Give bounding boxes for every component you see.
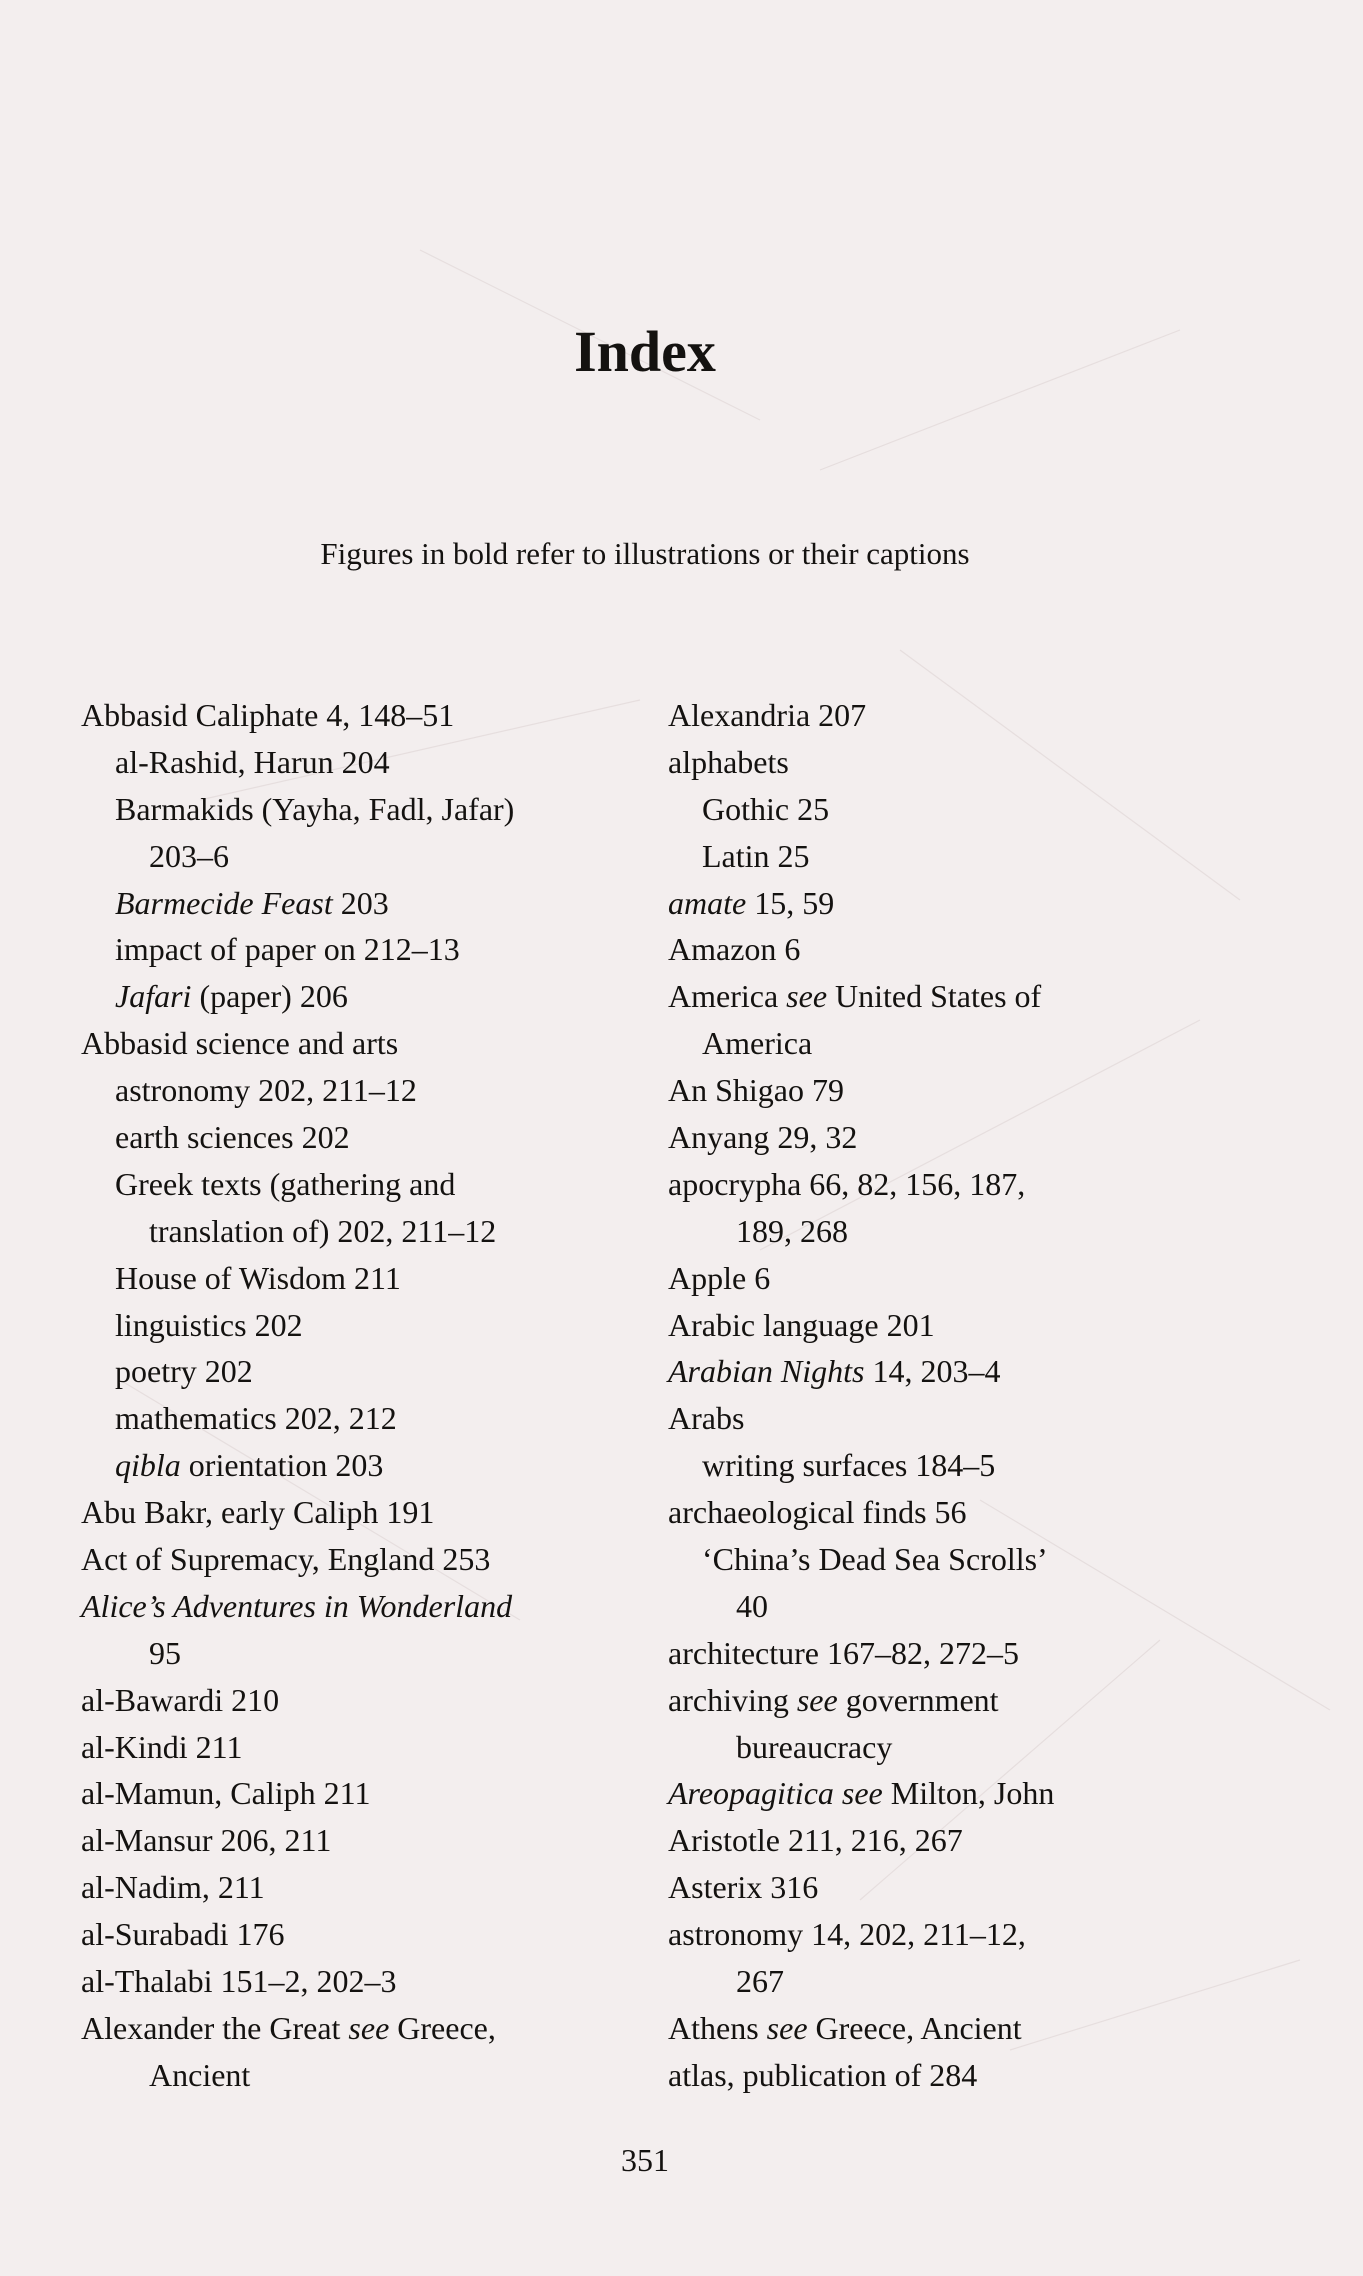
index-entry	[668, 1067, 1248, 1114]
index-entry	[81, 1489, 646, 1536]
index-entry	[81, 1724, 646, 1771]
entry-text: archaeological finds 56	[668, 1494, 967, 1531]
index-subentry	[668, 1583, 1248, 1630]
italic-text: Barmecide Feast	[115, 884, 333, 921]
entry-text: America	[702, 1025, 813, 1062]
entry-text: translation of) 202, 211–12	[149, 1212, 497, 1249]
index-note: Figures in bold refer to illustrations or their captions	[320, 536, 970, 571]
index-entry	[668, 926, 1248, 973]
italic-text: Arabian Nights	[668, 1353, 865, 1390]
entry-text: Alexander the Great	[81, 2009, 349, 2046]
index-subentry	[81, 880, 646, 927]
index-subentry	[81, 1348, 646, 1395]
entry-text: Asterix 316	[668, 1869, 819, 1906]
index-entry	[668, 2052, 1248, 2099]
index-subentry	[81, 1302, 646, 1349]
italic-text: see	[766, 2009, 808, 2046]
entry-text: mathematics 202, 212	[115, 1400, 397, 1437]
italic-text: see	[348, 2009, 390, 2046]
index-subentry	[81, 1395, 646, 1442]
entry-text: al-Mansur 206, 211	[81, 1822, 332, 1859]
index-subentry	[81, 1067, 646, 1114]
index-entry	[668, 1864, 1248, 1911]
entry-text: architecture 167–82, 272–5	[668, 1634, 1019, 1671]
index-subentry	[668, 786, 1248, 833]
entry-text: An Shigao 79	[668, 1072, 844, 1109]
entry-text: Alexandria 207	[668, 697, 867, 733]
italic-text: qibla	[115, 1447, 181, 1484]
index-subentry	[81, 1255, 646, 1302]
entry-text: alphabets	[668, 743, 789, 780]
index-subentry	[81, 1630, 646, 1677]
entry-text: Greece, Ancient	[807, 2009, 1022, 2046]
index-entry	[81, 1770, 646, 1817]
entry-text: writing surfaces 184–5	[702, 1447, 996, 1484]
entry-text: apocrypha 66, 82, 156, 187,	[668, 1165, 1026, 1202]
index-entry	[668, 1348, 1248, 1395]
entry-text: astronomy 202, 211–12	[115, 1072, 417, 1109]
index-entry	[668, 1630, 1248, 1677]
entry-text: 15, 59	[746, 884, 835, 921]
index-entry	[668, 692, 1248, 739]
index-subentry	[81, 1161, 646, 1208]
entry-text: Aristotle 211, 216, 267	[668, 1822, 963, 1859]
index-entry	[81, 692, 646, 739]
index-subentry	[81, 2052, 646, 2099]
entry-text: government	[837, 1681, 999, 1718]
entry-text: al-Nadim, 211	[81, 1869, 265, 1906]
entry-text: Latin 25	[702, 837, 810, 874]
index-entry	[668, 1114, 1248, 1161]
entry-text: Anyang 29, 32	[668, 1119, 858, 1156]
index-entry	[81, 1677, 646, 1724]
entry-text: ‘China’s Dead Sea Scrolls’	[702, 1541, 1048, 1578]
index-entry	[668, 1677, 1248, 1724]
entry-text: al-Rashid, Harun 204	[115, 743, 390, 780]
italic-text: see	[786, 978, 828, 1015]
index-entry	[668, 1489, 1248, 1536]
entry-text: astronomy 14, 202, 211–12,	[668, 1916, 1026, 1953]
entry-text: Athens	[668, 2009, 767, 2046]
index-subentry	[81, 926, 646, 973]
italic-text: Areopagitica see	[668, 1775, 883, 1812]
entry-text: bureaucracy	[736, 1728, 893, 1765]
index-subentry	[81, 1442, 646, 1489]
entry-text: orientation 203	[180, 1447, 384, 1484]
index-entry	[668, 1255, 1248, 1302]
entry-text: House of Wisdom 211	[115, 1259, 401, 1296]
entry-text: Abbasid science and arts	[81, 1025, 399, 1062]
index-subentry	[81, 739, 646, 786]
index-subentry	[81, 786, 646, 833]
page-number: 351	[621, 2142, 669, 2178]
entry-text: al-Mamun, Caliph 211	[81, 1775, 371, 1812]
index-entry	[668, 739, 1248, 786]
index-entry	[668, 1911, 1248, 1958]
italic-text: Alice’s Adventures in Wonderland	[81, 1587, 513, 1624]
index-entry	[81, 1958, 646, 2005]
entry-text: Amazon 6	[668, 931, 801, 968]
index-subentry	[668, 1020, 1248, 1067]
index-subentry	[668, 1208, 1248, 1255]
index-entry	[81, 1020, 646, 1067]
entry-text: earth sciences 202	[115, 1119, 350, 1156]
entry-text: 267	[736, 1963, 784, 2000]
entry-text: al-Surabadi 176	[81, 1916, 285, 1953]
entry-text: al-Kindi 211	[81, 1728, 243, 1765]
entry-text: impact of paper on 212–13	[115, 931, 460, 968]
entry-text: Arabic language 201	[668, 1306, 935, 1343]
entry-text: 95	[149, 1634, 181, 1671]
entry-text: Greek texts (gathering and	[115, 1165, 456, 1202]
entry-text: 203	[332, 884, 389, 921]
index-subentry	[81, 973, 646, 1020]
entry-text: atlas, publication of 284	[668, 2056, 978, 2093]
index-entry	[81, 2005, 646, 2052]
index-column-left	[81, 692, 646, 2099]
entry-text: linguistics 202	[115, 1306, 303, 1343]
index-subentry	[81, 833, 646, 880]
index-entry	[81, 1817, 646, 1864]
index-entry	[668, 973, 1248, 1020]
entry-text: Milton, John	[882, 1775, 1055, 1812]
index-entry	[668, 1770, 1248, 1817]
entry-text: al-Bawardi 210	[81, 1681, 280, 1718]
entry-text: Ancient	[149, 2056, 251, 2093]
index-entry	[668, 1395, 1248, 1442]
index-subentry	[668, 1536, 1248, 1583]
entry-text: Abbasid Caliphate 4, 148–51	[81, 697, 455, 733]
entry-text: al-Thalabi 151–2, 202–3	[81, 1963, 397, 2000]
index-entry	[668, 1817, 1248, 1864]
entry-text: Barmakids (Yayha, Fadl, Jafar)	[115, 790, 515, 827]
entry-text: poetry 202	[115, 1353, 253, 1390]
index-subentry	[81, 1208, 646, 1255]
entry-text: 14, 203–4	[864, 1353, 1001, 1390]
entry-text: (paper) 206	[191, 978, 348, 1015]
entry-text: Arabs	[668, 1400, 745, 1437]
entry-text: Abu Bakr, early Caliph 191	[81, 1494, 435, 1531]
entry-text: Act of Supremacy, England 253	[81, 1541, 491, 1578]
index-entry	[81, 1536, 646, 1583]
index-subentry	[668, 1958, 1248, 2005]
index-entry	[81, 1583, 646, 1630]
index-entry	[668, 2005, 1248, 2052]
entry-text: archiving	[668, 1681, 797, 1718]
index-subentry	[668, 833, 1248, 880]
index-subentry	[668, 1724, 1248, 1771]
entry-text: 203–6	[149, 837, 229, 874]
entry-text: Apple 6	[668, 1259, 771, 1296]
index-entry	[668, 880, 1248, 927]
italic-text: Jafari	[115, 978, 192, 1015]
entry-text: Greece,	[389, 2009, 496, 2046]
entry-text: Gothic 25	[702, 790, 830, 827]
index-entry	[81, 1911, 646, 1958]
entry-text: 189, 268	[736, 1212, 848, 1249]
index-entry	[668, 1161, 1248, 1208]
index-subentry	[668, 1442, 1248, 1489]
entry-text: United States of	[827, 978, 1042, 1015]
entry-text: 40	[736, 1587, 768, 1624]
index-column-right	[668, 692, 1248, 2099]
entry-text: America	[668, 978, 787, 1015]
index-entry	[81, 1864, 646, 1911]
index-subentry	[81, 1114, 646, 1161]
italic-text: see	[796, 1681, 838, 1718]
page-title: Index	[574, 319, 716, 384]
index-entry	[668, 1302, 1248, 1349]
italic-text: amate	[668, 884, 747, 921]
